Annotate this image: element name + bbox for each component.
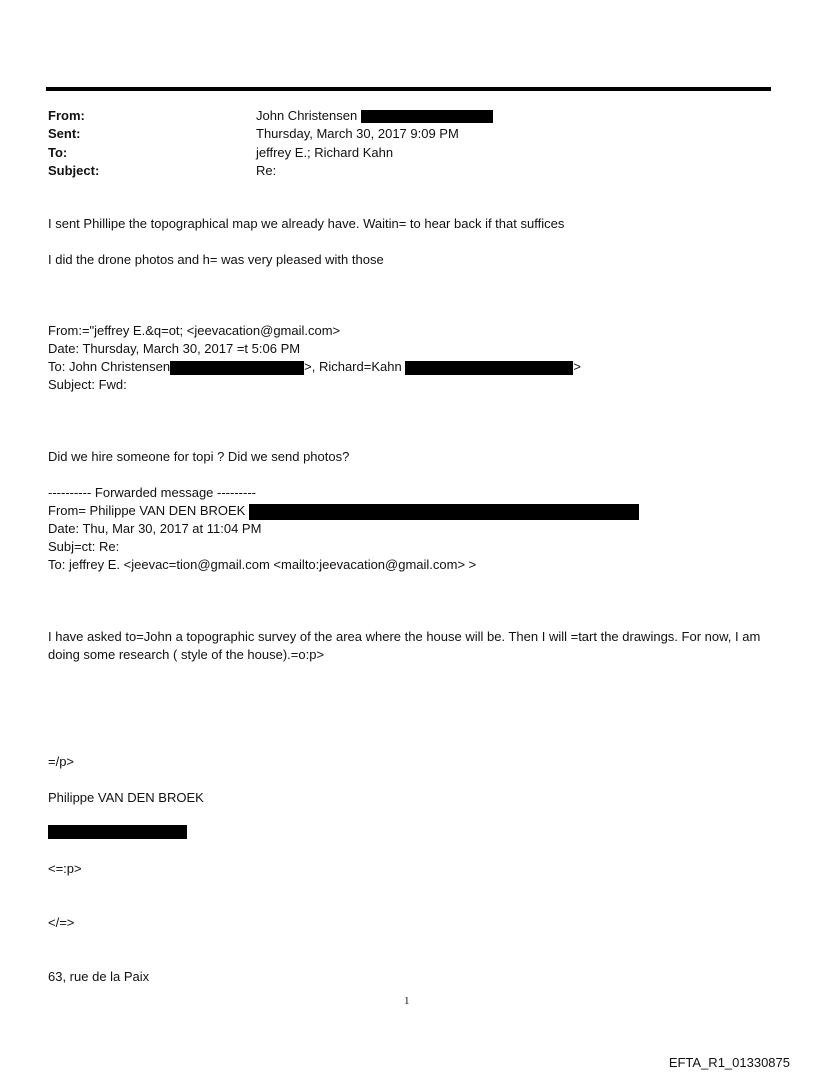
quoted-to-prefix: To: John Christensen (48, 359, 171, 374)
quoted-from: From:="jeffrey E.&q=ot; <jeevacation@gmail.com> (48, 323, 341, 338)
signature-name: Philippe VAN DEN BROEK (48, 790, 204, 805)
quoted-to-mid: >, Richard=Kahn (304, 359, 402, 374)
forwarded-date: Date: Thu, Mar 30, 2017 at 11:04 PM (48, 521, 262, 536)
document-id: EFTA_R1_01330875 (668, 1055, 790, 1070)
to-value: jeffrey E.; Richard Kahn (256, 144, 394, 160)
redaction-block (361, 110, 493, 123)
sent-label: Sent: (48, 126, 81, 142)
email-header (48, 107, 493, 180)
body-line-1: I sent Phillipe the topographical map we already have. Waitin= to hear back if that suffices (48, 216, 565, 231)
message-paragraph: I have asked to=John a topographic survey of the area where the house will be. Then I will =tart the drawings. For now, I am doing some research ( style of the house).=o:p> (48, 629, 761, 662)
sent-value: Thursday, March 30, 2017 9:09 PM (256, 126, 459, 142)
subject-value: Re: (256, 162, 277, 178)
quoted-date: Date: Thursday, March 30, 2017 =t 5:06 PM (48, 341, 301, 356)
redaction-block (405, 361, 573, 375)
redaction-block (170, 361, 304, 375)
page-number: 1 (404, 995, 410, 1007)
address-line: 63, rue de la Paix (48, 969, 150, 984)
to-label: To: (48, 144, 68, 160)
redaction-block (249, 504, 639, 520)
header-rule (46, 87, 771, 91)
fragment-2: <=:p> (48, 861, 82, 876)
from-label: From: (48, 108, 85, 123)
from-value (256, 107, 493, 125)
forwarded-from-text: From= Philippe VAN DEN BROEK (48, 503, 246, 518)
question-line: Did we hire someone for topi ? Did we send photos? (48, 449, 350, 464)
fragment-3: </=> (48, 915, 75, 930)
quoted-subject: Subject: Fwd: (48, 377, 127, 392)
quoted-to (48, 359, 581, 375)
forwarded-banner: ---------- Forwarded message --------- (48, 485, 256, 500)
from-name: John Christensen (256, 108, 358, 123)
subject-label: Subject: (48, 162, 100, 178)
quoted-to-end: > (573, 359, 581, 374)
forwarded-subject: Subj=ct: Re: (48, 539, 120, 554)
forwarded-to: To: jeffrey E. <jeevac=tion@gmail.com <mailto:jeevacation@gmail.com> > (48, 557, 477, 572)
forwarded-from (48, 503, 639, 520)
redaction-block (48, 825, 187, 839)
body-line-2: I did the drone photos and h= was very pleased with those (48, 252, 384, 267)
fragment-1: =/p> (48, 754, 75, 769)
